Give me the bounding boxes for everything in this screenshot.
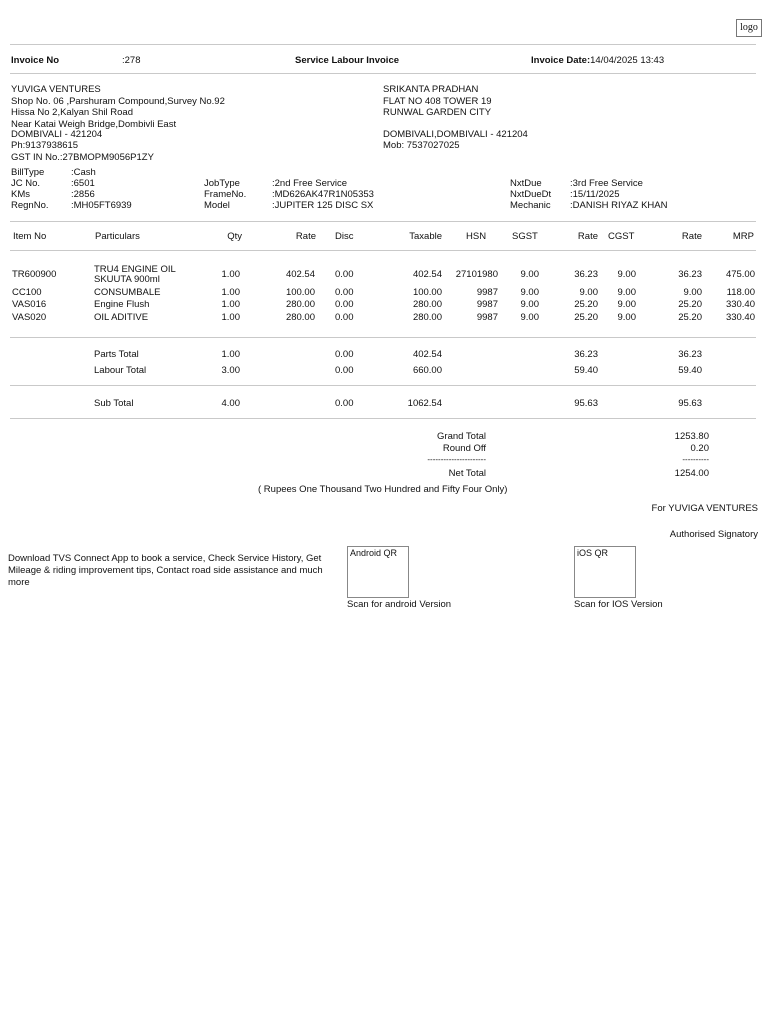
col-header-particulars: Particulars xyxy=(95,231,140,242)
cell-sgst-amount: 36.23 xyxy=(574,269,598,280)
jobtype-value: :2nd Free Service xyxy=(272,178,347,189)
col-header-cgst-rate: Rate xyxy=(681,231,702,242)
col-header-mrp: MRP xyxy=(732,231,754,242)
divider xyxy=(10,44,756,45)
seller-address-line: Near Katai Weigh Bridge,Dombivli East xyxy=(11,119,177,130)
android-qr-code[interactable] xyxy=(347,546,409,598)
sub-total-cgst: 95.63 xyxy=(678,398,702,409)
divider xyxy=(10,250,756,251)
round-off-label: Round Off xyxy=(442,443,486,454)
cell-qty: 1.00 xyxy=(221,269,240,280)
cell-disc: 0.00 xyxy=(335,287,354,298)
billtype-label: BillType xyxy=(11,167,45,178)
kms-value: :2856 xyxy=(71,189,95,200)
cell-sgst: 9.00 xyxy=(520,312,539,323)
dash-separator: ---------- xyxy=(682,455,709,464)
ios-qr-code[interactable] xyxy=(574,546,636,598)
dash-separator: ---------------------- xyxy=(427,455,486,464)
invoice-no-value: :278 xyxy=(122,55,141,66)
grand-total-label: Grand Total xyxy=(437,431,486,442)
sub-total-taxable: 1062.54 xyxy=(407,398,442,409)
ios-qr-label: iOS QR xyxy=(577,548,609,558)
customer-address-line: FLAT NO 408 TOWER 19 xyxy=(383,96,492,107)
cell-hsn: 9987 xyxy=(476,299,498,310)
labour-total-cgst: 59.40 xyxy=(678,365,702,376)
cell-rate: 280.00 xyxy=(285,312,315,323)
sub-total-qty: 4.00 xyxy=(221,398,240,409)
cell-mrp: 330.40 xyxy=(725,312,755,323)
cell-cgst-amount: 25.20 xyxy=(678,299,702,310)
divider xyxy=(10,337,756,338)
nxtduedt-value: :15/11/2025 xyxy=(570,189,620,200)
cell-item-no: VAS016 xyxy=(12,299,47,310)
ios-qr-caption: Scan for IOS Version xyxy=(574,599,663,610)
cell-cgst: 9.00 xyxy=(617,299,636,310)
cell-particulars-line2: SKUUTA 900ml xyxy=(94,274,160,285)
col-header-hsn: HSN xyxy=(466,231,487,242)
cell-cgst: 9.00 xyxy=(617,269,636,280)
customer-address-line: RUNWAL GARDEN CITY xyxy=(383,107,492,118)
cell-hsn: 27101980 xyxy=(455,269,498,280)
labour-total-label: Labour Total xyxy=(94,365,147,376)
cell-particulars: CONSUMBALE xyxy=(94,287,161,298)
cell-mrp: 330.40 xyxy=(725,299,755,310)
col-header-cgst: CGST xyxy=(608,231,635,242)
frame-label: FrameNo. xyxy=(204,189,247,200)
seller-address-line: DOMBIVALI - 421204 xyxy=(11,129,103,140)
nxtdue-value: :3rd Free Service xyxy=(570,178,643,189)
col-header-taxable: Taxable xyxy=(409,231,442,242)
promo-text: Download TVS Connect App to book a service, Check Service History, Get Mileage & riding improvement tips, Contact road side assistance and much more xyxy=(8,553,323,588)
cell-taxable: 280.00 xyxy=(412,312,442,323)
parts-total-taxable: 402.54 xyxy=(412,349,442,360)
labour-total-taxable: 660.00 xyxy=(412,365,442,376)
model-label: Model xyxy=(204,200,230,211)
jobtype-label: JobType xyxy=(204,178,240,189)
android-qr-caption: Scan for android Version xyxy=(347,599,452,610)
customer-mobile: Mob: 7537027025 xyxy=(383,140,460,151)
invoice-date-value: 14/04/2025 13:43 xyxy=(590,55,665,66)
cell-rate: 280.00 xyxy=(285,299,315,310)
cell-sgst-amount: 9.00 xyxy=(579,287,598,298)
cell-rate: 402.54 xyxy=(285,269,315,280)
mechanic-label: Mechanic xyxy=(510,200,551,211)
divider xyxy=(10,73,756,74)
col-header-sgst: SGST xyxy=(512,231,538,242)
authorised-signatory: Authorised Signatory xyxy=(669,529,758,540)
frame-value: :MD626AK47R1N05353 xyxy=(272,189,374,200)
customer-address-line: DOMBIVALI,DOMBIVALI - 421204 xyxy=(383,129,528,140)
regn-label: RegnNo. xyxy=(11,200,49,211)
model-value: :JUPITER 125 DISC SX xyxy=(272,200,374,211)
cell-disc: 0.00 xyxy=(335,312,354,323)
sub-total-sgst: 95.63 xyxy=(574,398,598,409)
divider xyxy=(10,418,756,419)
cell-particulars: OIL ADITIVE xyxy=(94,312,149,323)
for-company: For YUVIGA VENTURES xyxy=(651,503,758,514)
labour-total-disc: 0.00 xyxy=(335,365,354,376)
cell-cgst: 9.00 xyxy=(617,312,636,323)
seller-address-line: Shop No. 06 ,Parshuram Compound,Survey No.92 xyxy=(11,96,225,107)
cell-cgst-amount: 25.20 xyxy=(678,312,702,323)
jc-label: JC No. xyxy=(11,178,41,189)
nxtduedt-label: NxtDueDt xyxy=(510,189,552,200)
billtype-value: :Cash xyxy=(71,167,96,178)
page-title: Service Labour Invoice xyxy=(295,55,400,66)
sub-total-disc: 0.00 xyxy=(335,398,354,409)
cell-rate: 100.00 xyxy=(285,287,315,298)
invoice-no-label: Invoice No xyxy=(11,55,60,66)
net-total-label: Net Total xyxy=(448,468,486,479)
cell-item-no: CC100 xyxy=(12,287,42,298)
seller-gst: GST IN No.:27BMOPM9056P1ZY xyxy=(11,152,154,163)
cell-hsn: 9987 xyxy=(476,312,498,323)
cell-sgst: 9.00 xyxy=(520,269,539,280)
cell-sgst-amount: 25.20 xyxy=(574,312,598,323)
parts-total-cgst: 36.23 xyxy=(678,349,702,360)
cell-disc: 0.00 xyxy=(335,269,354,280)
col-header-qty: Qty xyxy=(227,231,242,242)
seller-address-line: Hissa No 2,Kalyan Shil Road xyxy=(11,107,133,118)
invoice-date-label: Invoice Date: xyxy=(531,55,591,66)
divider xyxy=(10,221,756,222)
col-header-sgst-rate: Rate xyxy=(577,231,598,242)
cell-item-no: TR600900 xyxy=(12,269,57,280)
cell-cgst-amount: 36.23 xyxy=(678,269,702,280)
cell-sgst: 9.00 xyxy=(520,299,539,310)
net-total-value: 1254.00 xyxy=(674,468,709,479)
labour-total-qty: 3.00 xyxy=(221,365,240,376)
nxtdue-label: NxtDue xyxy=(510,178,542,189)
cell-qty: 1.00 xyxy=(221,287,240,298)
col-header-item-no: Item No xyxy=(13,231,47,242)
grand-total-value: 1253.80 xyxy=(674,431,709,442)
col-header-rate: Rate xyxy=(295,231,316,242)
mechanic-value: :DANISH RIYAZ KHAN xyxy=(570,200,668,211)
cell-mrp: 475.00 xyxy=(725,269,755,280)
col-header-disc: Disc xyxy=(335,231,354,242)
cell-disc: 0.00 xyxy=(335,299,354,310)
parts-total-qty: 1.00 xyxy=(221,349,240,360)
cell-taxable: 100.00 xyxy=(412,287,442,298)
amount-in-words: ( Rupees One Thousand Two Hundred and Fifty Four Only) xyxy=(258,484,508,495)
cell-cgst: 9.00 xyxy=(617,287,636,298)
cell-taxable: 402.54 xyxy=(412,269,442,280)
parts-total-sgst: 36.23 xyxy=(574,349,598,360)
cell-mrp: 118.00 xyxy=(726,287,755,298)
kms-label: KMs xyxy=(11,189,30,200)
parts-total-disc: 0.00 xyxy=(335,349,354,360)
cell-particulars: TRU4 ENGINE OIL xyxy=(94,264,176,275)
seller-name: YUVIGA VENTURES xyxy=(11,84,101,95)
cell-sgst-amount: 25.20 xyxy=(574,299,598,310)
cell-cgst-amount: 9.00 xyxy=(683,287,702,298)
invoice-date xyxy=(531,55,664,66)
cell-item-no: VAS020 xyxy=(12,312,47,323)
divider xyxy=(10,385,756,386)
regn-value: :MH05FT6939 xyxy=(71,200,132,211)
cell-qty: 1.00 xyxy=(221,312,240,323)
seller-phone: Ph:9137938615 xyxy=(11,140,79,151)
cell-hsn: 9987 xyxy=(476,287,498,298)
cell-particulars: Engine Flush xyxy=(94,299,150,310)
round-off-value: 0.20 xyxy=(690,443,709,454)
cell-sgst: 9.00 xyxy=(520,287,539,298)
customer-name: SRIKANTA PRADHAN xyxy=(383,84,479,95)
cell-qty: 1.00 xyxy=(221,299,240,310)
android-qr-label: Android QR xyxy=(350,548,398,558)
logo: logo xyxy=(736,19,762,37)
parts-total-label: Parts Total xyxy=(94,349,139,360)
cell-taxable: 280.00 xyxy=(412,299,442,310)
jc-value: :6501 xyxy=(71,178,95,189)
labour-total-sgst: 59.40 xyxy=(574,365,598,376)
sub-total-label: Sub Total xyxy=(94,398,134,409)
